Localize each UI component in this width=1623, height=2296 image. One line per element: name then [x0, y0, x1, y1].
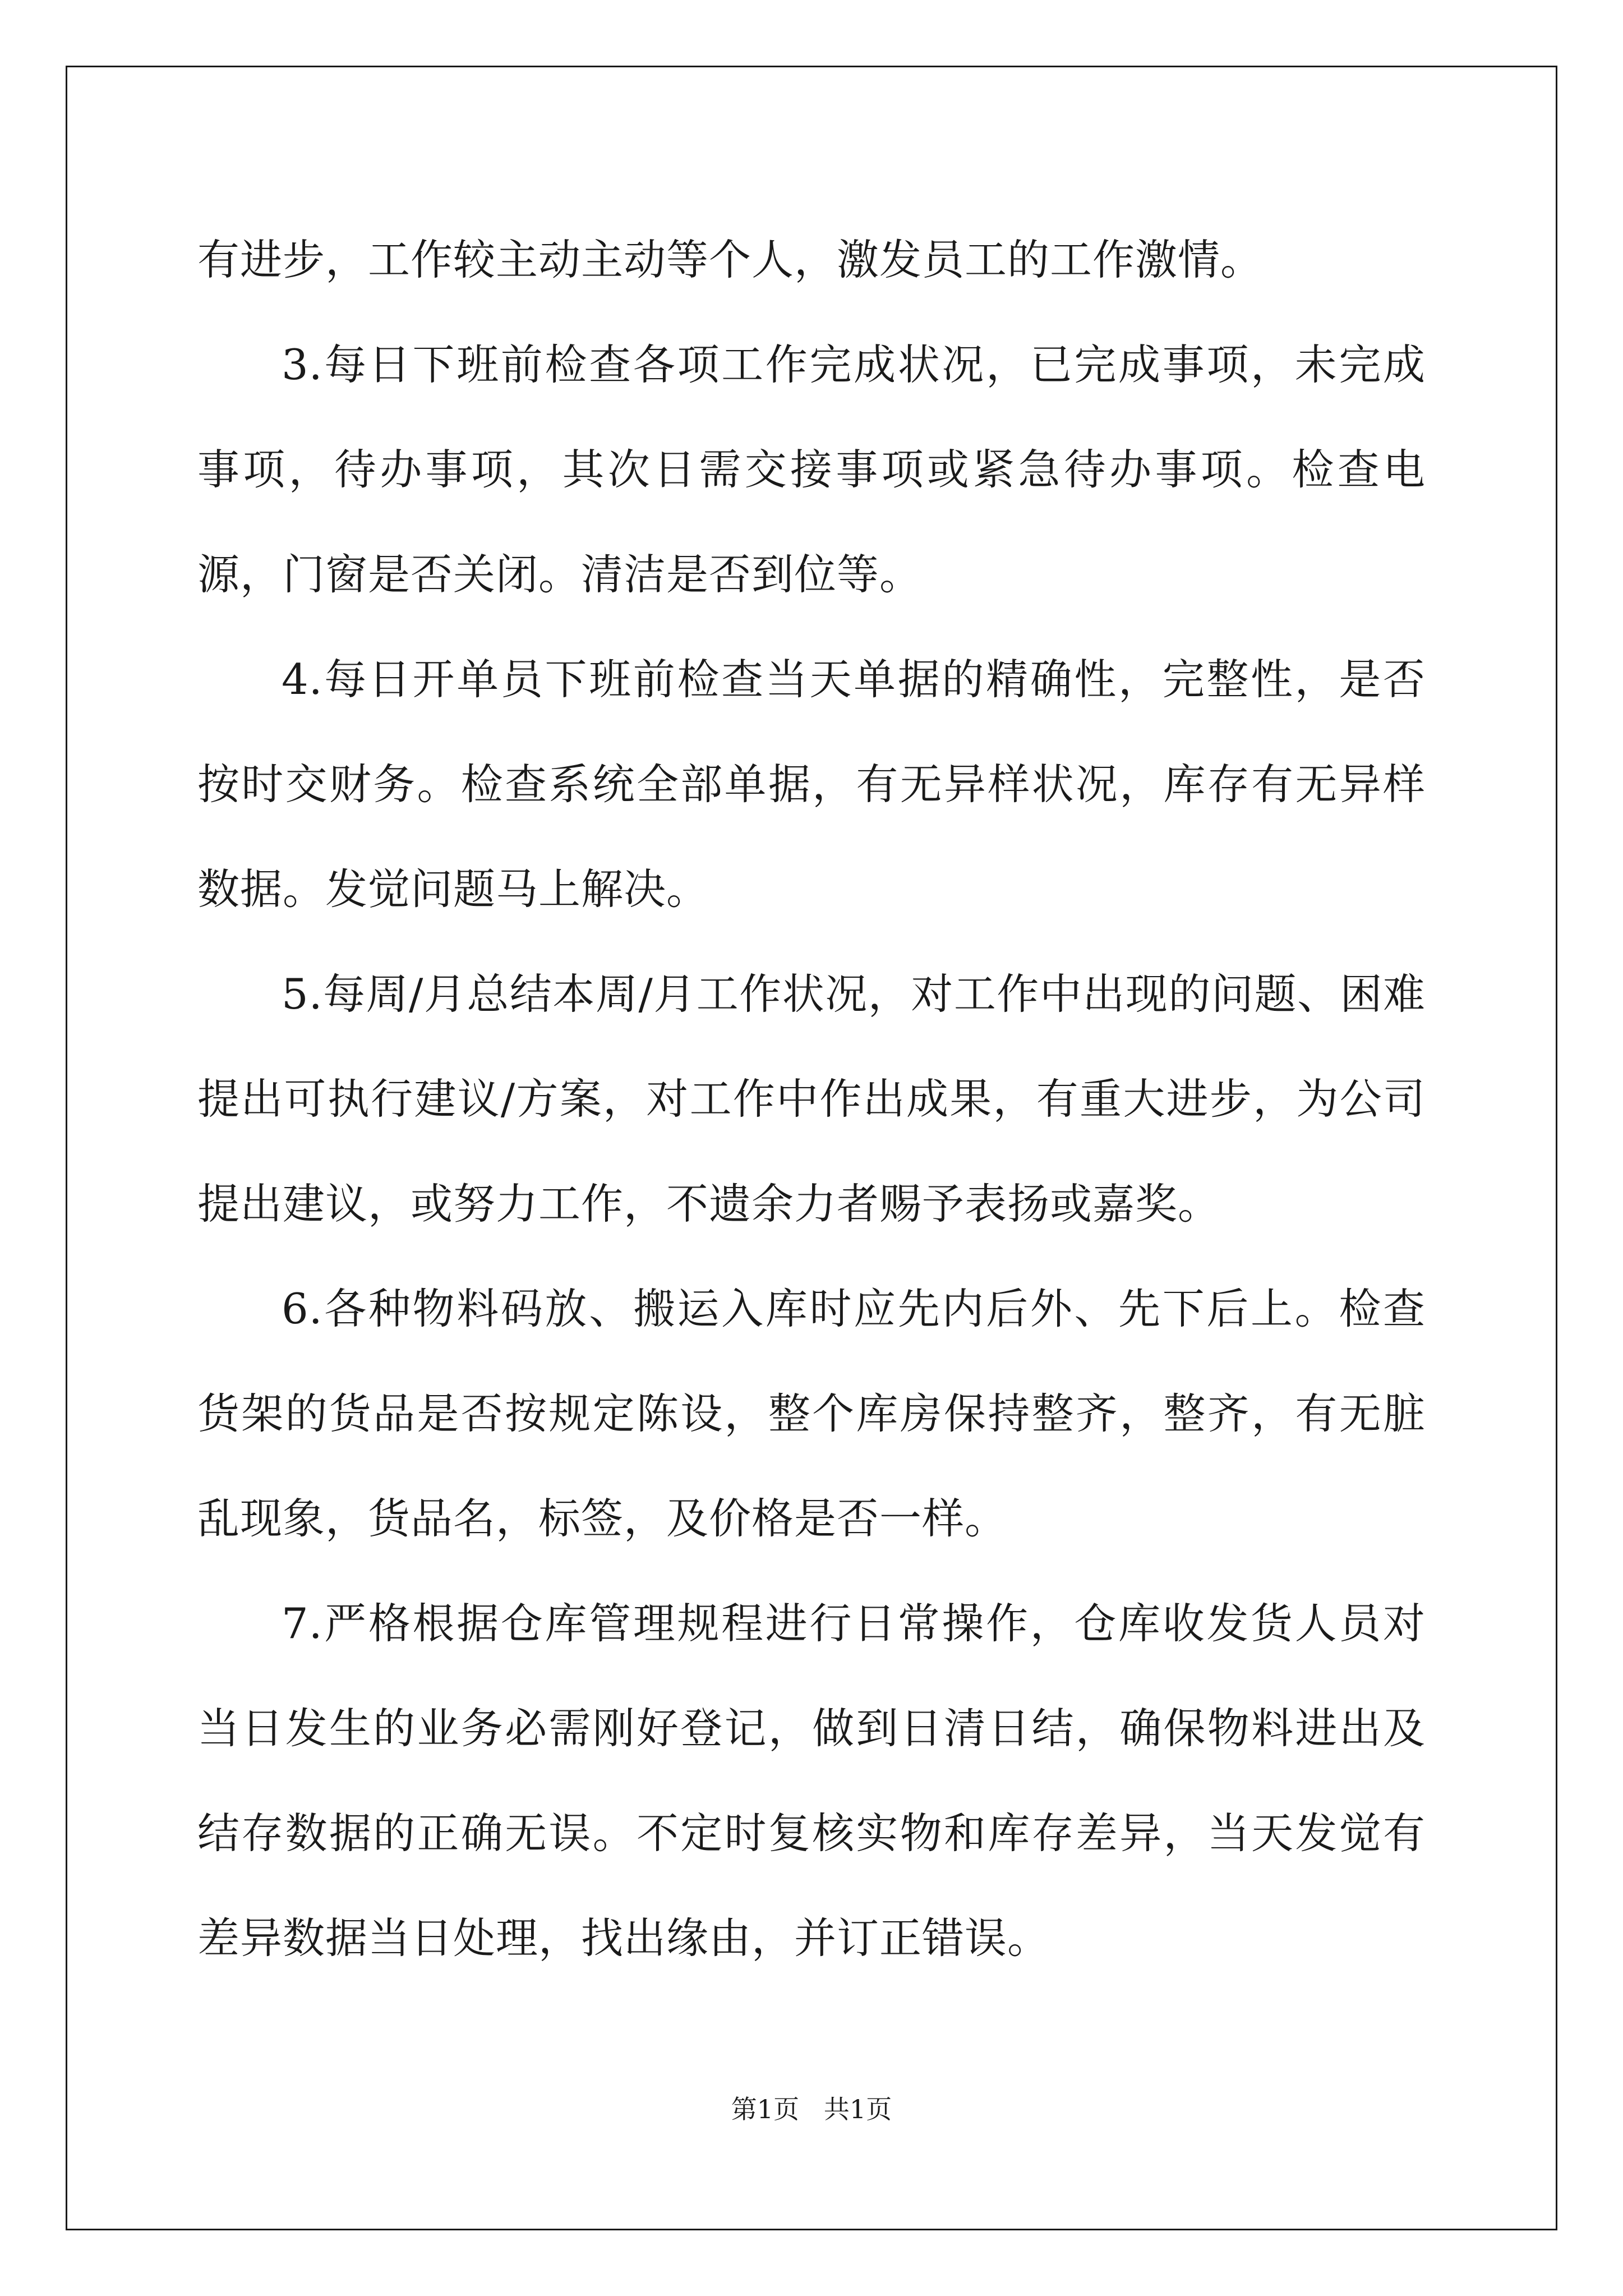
page-footer: 第1页 共1页 — [731, 2094, 892, 2124]
paragraph-continuation: 有进步，工作较主动主动等个人，激发员工的工作激情。 — [197, 235, 1264, 284]
paragraph-item-5: 5.每周/月总结本周/月工作状况，对工作中出现的问题、困难提出可执行建议/方案，对工作中作出成果，有重大进步，为公司提出建议，或努力工作，不遗余力者赐予表扬或嘉奖。 — [197, 969, 1426, 1228]
paragraph-item-4: 4.每日开单员下班前检查当天单据的精确性，完整性，是否按时交财务。检查系统全部单据，有无异样状况，库存有无异样数据。发觉问题马上解决。 — [197, 655, 1426, 914]
paragraph-item-7: 7.严格根据仓库管理规程进行日常操作，仓库收发货人员对当日发生的业务必需刚好登记，做到日清日结，确保物料进出及结存数据的正确无误。不定时复核实物和库存差异，当天发觉有差异数据当日处理，找出缘由，并订正错误。 — [197, 1599, 1426, 1963]
document-body — [197, 208, 1426, 1991]
paragraph-item-6: 6.各种物料码放、搬运入库时应先内后外、先下后上。检查货架的货品是否按规定陈设，整个库房保持整齐，整齐，有无脏乱现象，货品名，标签，及价格是否一样。 — [197, 1284, 1426, 1543]
paragraph-item-3: 3.每日下班前检查各项工作完成状况，已完成事项，未完成事项，待办事项，其次日需交接事项或紧急待办事项。检查电源，门窗是否关闭。清洁是否到位等。 — [197, 340, 1426, 599]
